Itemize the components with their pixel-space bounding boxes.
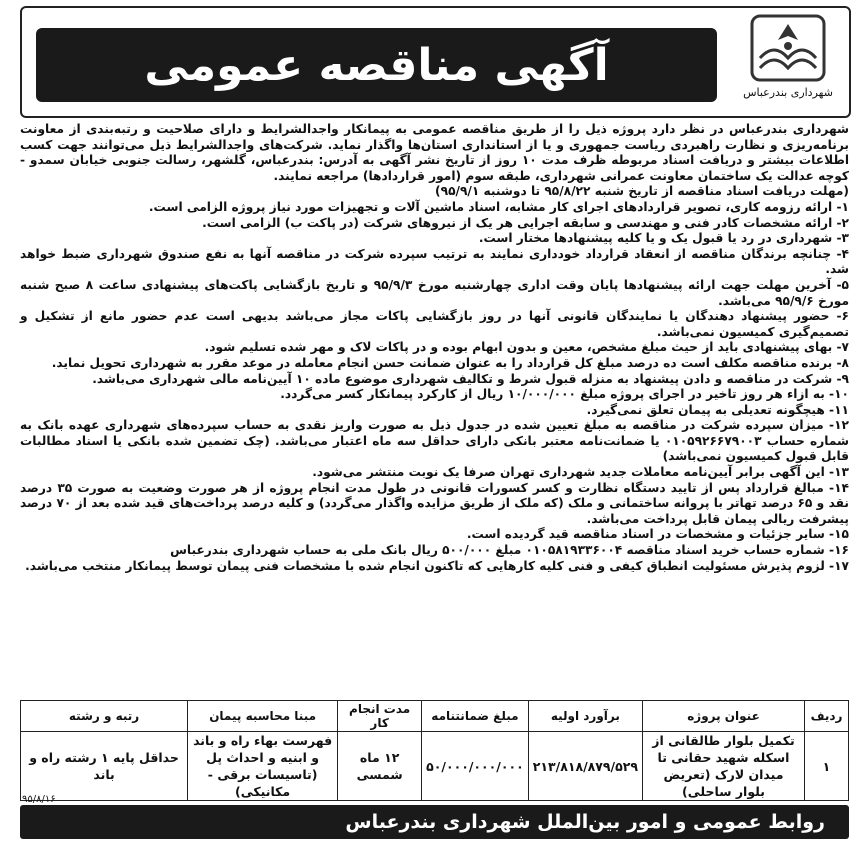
logo [733, 12, 843, 112]
municipality-emblem-icon [748, 12, 828, 84]
clause-2: ۲- ارائه مشخصات کادر فنی و مهندسی و سابقه اجرایی هر یک از نیروهای شرکت (در پاکت ب) الزامی است. [202, 215, 849, 230]
date-stamp: ۹۵/۸/۱۶ [22, 794, 56, 805]
clause-3: ۳- شهرداری در رد یا قبول یک و یا کلیه پیشنهادها مختار است. [478, 231, 849, 246]
clause-11: ۱۱- هیچگونه تعدیلی به پیمان تعلق نمی‌گیرد. [586, 402, 849, 417]
col-header-grade: رتبه و رشته [21, 701, 188, 732]
col-header-initial-estimate: برآورد اولیه [528, 701, 642, 732]
cell-grade: حداقل پایه ۱ رشته راه و باند [21, 732, 188, 801]
clause-10: ۱۰- به ازاء هر روز تاخیر در اجرای پروژه مبلغ ۱۰/۰۰۰/۰۰۰ ریال از کارکرد پیمانکار کسر می‌گردد. [280, 387, 849, 402]
title-banner [36, 28, 717, 102]
cell-row-number: ۱ [805, 732, 849, 801]
cell-project-title: تکمیل بلوار طالقانی از اسکله شهید حقانی تا میدان لارک (تعریض بلوار ساحلی) [643, 732, 805, 801]
clause-7: ۷- بهای پیشنهادی باید از حیث مبلغ مشخص، معین و بدون ابهام بوده و در پاکات لاک و مهر شده تسلیم شود. [204, 340, 849, 355]
clause-5: ۵- آخرین مهلت جهت ارائه پیشنهادها پایان وقت اداری چهارشنبه مورخ ۹۵/۹/۳ و تاریخ بازگشایی پاکت‌های پیشنهادی ساعت ۸ صبح شنبه مورخ ۹۵/۹/۶ می‌باشد. [20, 277, 849, 308]
footer-banner [20, 805, 849, 839]
clause-17: ۱۷- لزوم پذیرش مسئولیت انطباق کیفی و فنی کلیه کارهایی که تاکنون انجام شده با مشخصات فنی پیمان توسط پیمانکار منتخب می‌باشد. [25, 558, 849, 573]
table-header-row [21, 701, 849, 732]
clause-15: ۱۵- سایر جزئیات و مشخصات در اسناد مناقصه قید گردیده است. [466, 527, 849, 542]
col-header-contract-basis: مبنا محاسبه پیمان [188, 701, 338, 732]
clause-16: ۱۶- شماره حساب خرید اسناد مناقصه ۰۱۰۵۸۱۹۳۳۶۰۰۴ مبلغ ۵۰۰/۰۰۰ ریال بانک ملی به حساب شهرداری بندرعباس [170, 543, 849, 558]
clause-13: ۱۳- این آگهی برابر آیین‌نامه معاملات جدید شهرداری تهران صرفا یک نوبت منتشر می‌شود. [312, 465, 849, 480]
col-header-project-title: عنوان پروژه [643, 701, 805, 732]
col-header-row-number: ردیف [805, 701, 849, 732]
cell-guarantee-amount: ۵۰/۰۰۰/۰۰۰/۰۰۰ [422, 732, 529, 801]
notice-body [20, 122, 849, 574]
clause-12: ۱۲- میزان سپرده شرکت در مناقصه به مبلغ تعیین شده در جدول ذیل به صورت واریز نقدی به حساب سپرده‌های شهرداری عهده بانک به شماره حساب ۰۱۰۵۹۲۶۶۷۹۰۰۳ یا ضمانت‌نامه معتبر بانکی دارای حداقل سه ماه اعتبار می‌باشد. (چک تضمین شده بانکی یا اسناد مطالبات قابل قبول کمیسیون نمی‌باشد) [20, 418, 849, 464]
clause-4: ۴- چنانچه برندگان مناقصه از انعقاد قرارداد خودداری نمایند به ترتیب سپرده شرکت در مناقصه آنها به نفع صندوق شهرداری ضبط خواهد شد. [20, 246, 849, 277]
logo-caption: شهرداری بندرعباس [743, 86, 833, 99]
deadline-note: (مهلت دریافت اسناد مناقصه از تاریخ شنبه ۹۵/۸/۲۲ تا دوشنبه ۹۵/۹/۱) [435, 184, 849, 199]
page-title: آگهی مناقصه عمومی [144, 39, 609, 91]
cell-duration: ۱۲ ماه شمسی [338, 732, 422, 801]
clause-9: ۹- شرکت در مناقصه و دادن پیشنهاد به منزله قبول شرط و تکالیف شهرداری موضوع ماده ۱۰ آیین‌نامه مالی شهرداری می‌باشد. [92, 371, 849, 386]
col-header-guarantee-amount: مبلغ ضمانتنامه [422, 701, 529, 732]
project-table-wrapper [20, 700, 849, 801]
cell-contract-basis: فهرست بهاء راه و باند و ابنیه و احداث پل (تاسیسات برقی - مکانیکی) [188, 732, 338, 801]
project-table [20, 700, 849, 801]
footer-text: روابط عمومی و امور بین‌الملل شهرداری بندرعباس [345, 811, 825, 833]
clause-14: ۱۴- مبالغ قرارداد پس از تایید دستگاه نظارت و کسر کسورات قانونی در طول مدت انجام پروژه از هر صورت وضعیت به صورت ۳۵ درصد نقد و ۶۵ درصد تهاتر با پروانه ساختمانی و ملک (که ملک از طریق مزایده واگذار می‌گردد) و کلیه درصد پرداخت‌های قید شده بعد از ۷۰ درصد پیشرفت ریالی پیمان قابل پرداخت می‌باشد. [20, 480, 849, 526]
clause-1: ۱- ارائه رزومه کاری، تصویر قراردادهای اجرای کار مشابه، اسناد ماشین آلات و تجهیزات مورد نیاز پروژه الزامی است. [148, 199, 849, 214]
cell-initial-estimate: ۲۱۳/۸۱۸/۸۷۹/۵۲۹ [528, 732, 642, 801]
header [20, 6, 851, 118]
col-header-duration: مدت انجام کار [338, 701, 422, 732]
table-row [21, 732, 849, 801]
clause-6: ۶- حضور پیشنهاد دهندگان یا نمایندگان قانونی آنها در روز بازگشایی پاکات مجاز می‌باشد بدیهی است عدم حضور مانع از تشکیل و تصمیم‌گیری کمیسیون نمی‌باشد. [20, 309, 849, 339]
intro-paragraph: شهرداری بندرعباس در نظر دارد پروژه ذیل را از طریق مناقصه عمومی به پیمانکار واجدالشرایط و دارای صلاحیت و رتبه‌بندی از معاونت برنامه‌ریزی و نظارت راهبردی ریاست جمهوری و یا از استانداری استان‌ها واگذار نماید. شرکت‌های واجدالشرایط ذیل می‌توانند جهت کسب اطلاعات بیشتر و دریافت اسناد مربوطه ظرف مدت ۱۰ روز از تاریخ نشر آگهی به آدرس: بندرعباس، گلشهر، رسالت جنوبی خیابان سمدو - کوچه عدالت یک ساختمان معاونت عمرانی شهرداری، طبقه سوم (امور قراردادها) مراجعه نمایند. [20, 122, 849, 183]
clause-8: ۸- برنده مناقصه مکلف است ده درصد مبلغ کل قرارداد را به عنوان ضمانت حسن انجام معامله در موعد مقرر به شهرداری تحویل نماید. [51, 355, 849, 370]
